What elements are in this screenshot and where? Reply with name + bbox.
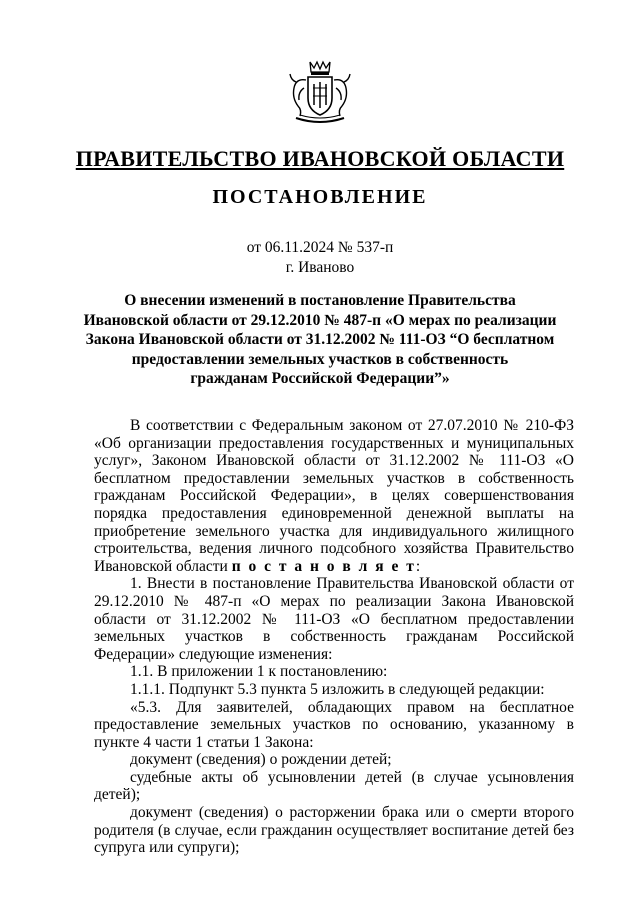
subject-line: Ивановской области от 29.12.2010 № 487-п «О мерах по реализации bbox=[83, 311, 557, 329]
city: г. Иваново bbox=[285, 259, 355, 276]
document-meta bbox=[0, 238, 640, 278]
subject-line: О внесении изменений в постановление Правительства bbox=[124, 292, 516, 309]
document-subject bbox=[80, 291, 560, 389]
subject-line: предоставлении земельных участков в собственность bbox=[131, 350, 509, 368]
item-5-3-paragraph: «5.3. Для заявителей, обладающих правом на бесплатное предоставление земельных участков по основанию, указанному в пункте 4 части 1 статьи 1 Закона: bbox=[94, 698, 574, 751]
government-title: ПРАВИТЕЛЬСТВО ИВАНОВСКОЙ ОБЛАСТИ bbox=[75, 146, 565, 171]
item-1-1-paragraph: 1.1. В приложении 1 к постановлению: bbox=[130, 663, 388, 681]
document-type: ПОСТАНОВЛЕНИЕ bbox=[212, 186, 428, 208]
list-paragraph: судебные акты об усыновлении детей (в случае усыновления детей); bbox=[94, 768, 574, 804]
preamble-text: В соответствии с Федеральным законом от 27.07.2010 № 210-ФЗ «Об организации предоставления государственных и муниципальных услуг», Законом Ивановской области от 31.12.2002 № 111-ОЗ «О бесплатном предоставлении земельных участков в собственность гражданам Российской Федерации», в целях совершенствования порядка предоставления единовременной денежной выплаты на приобретение земельного участка для индивидуального жилищного строительства, ведения личного подсобного хозяйства Правительство Ивановской области bbox=[94, 417, 574, 575]
item-1-1-1-paragraph: 1.1.1. Подпункт 5.3 пункта 5 изложить в следующей редакции: bbox=[130, 680, 545, 698]
list-paragraph: документ (сведения) о рождении детей; bbox=[130, 751, 392, 769]
item-1-paragraph: 1. Внести в постановление Правительства Ивановской области от 29.12.2010 № 487-п «О мерах по реализации Закона Ивановской области от 31.12.2002 № 111-ОЗ «О бесплатном предоставлении земельных участков в собственность гражданам Российской Федерации» следующие изменения: bbox=[94, 575, 574, 663]
date-number: от 06.11.2024 № 537-п bbox=[246, 239, 394, 256]
decree-colon: : bbox=[415, 557, 421, 575]
subject-line: Закона Ивановской области от 31.12.2002 № 111-ОЗ “О бесплатном bbox=[85, 331, 555, 348]
list-paragraph: документ (сведения) о расторжении брака или о смерти второго родителя (в случае, если гражданин осуществляет воспитание детей без супруга или супруги); bbox=[94, 804, 574, 857]
decree-word: п о с т а н о в л я е т bbox=[231, 557, 416, 575]
document-body bbox=[94, 417, 574, 857]
subject-line: гражданам Российской Федерации”» bbox=[190, 370, 450, 387]
preamble-paragraph bbox=[94, 417, 574, 575]
coat-of-arms-icon bbox=[286, 58, 354, 126]
